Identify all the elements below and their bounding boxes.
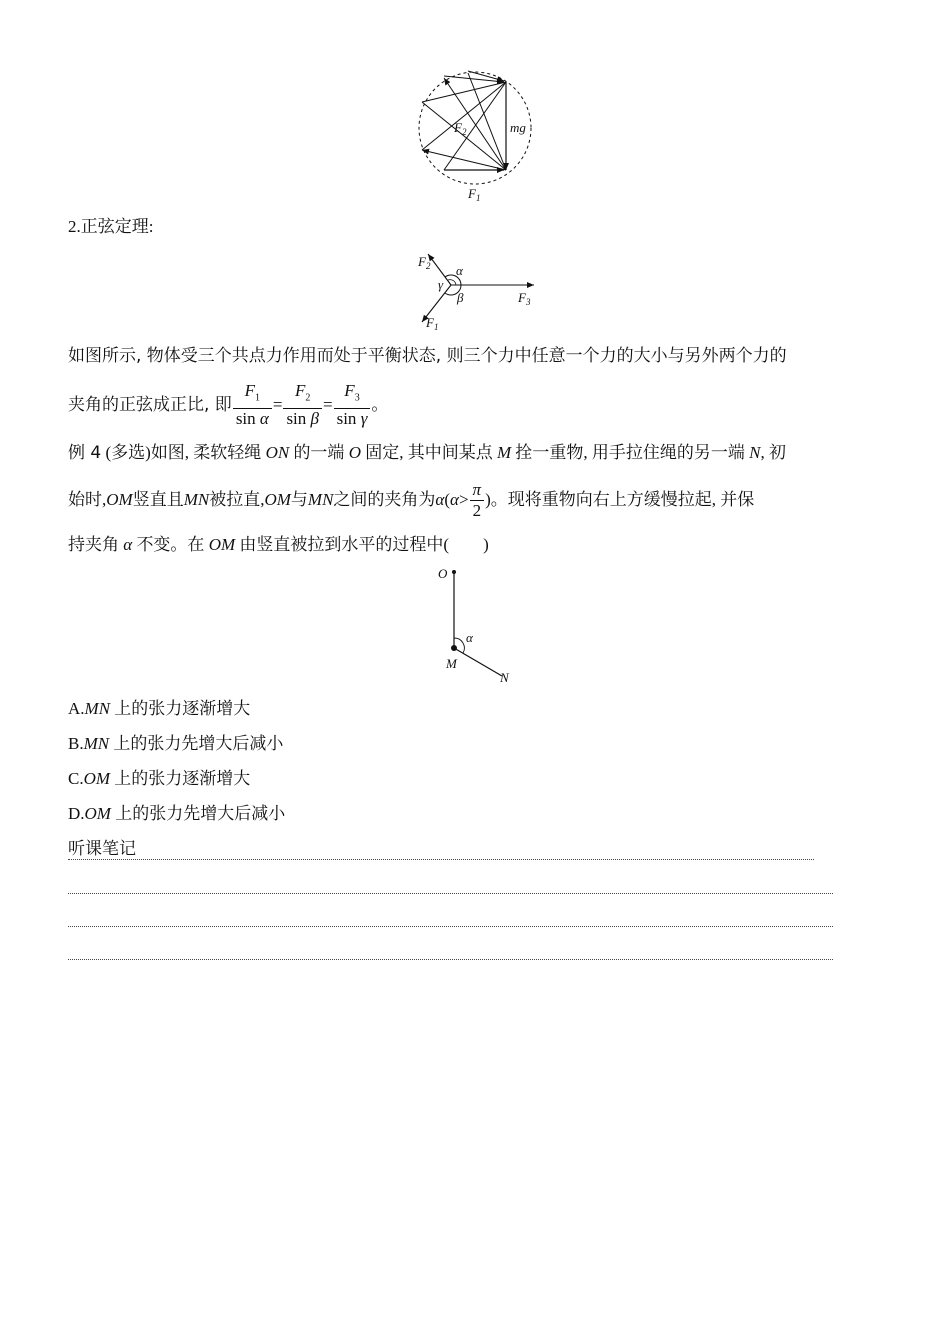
sine-rule-prefix: 夹角的正弦成正比, 即 [68, 395, 232, 415]
equals-2: = [323, 395, 333, 414]
example-line1: 例 4 (多选)如图, 柔软轻绳 ON 的一端 O 固定, 其中间某点 M 拴一重物, 用手拉住绳的另一端 N, 初 [68, 443, 786, 463]
fraction-f1: $\frac{F_1}{\text{sin α}}$ [233, 381, 272, 429]
rope-figure [430, 562, 530, 688]
label-f1: $F_1$ [468, 186, 481, 203]
label-f3-fig2: $F_3$ [518, 290, 531, 307]
notes-heading: 听课笔记 [68, 839, 136, 859]
fraction-f2: $\frac{F_2}{\text{sin β}}$ [283, 381, 322, 429]
sine-rule-paragraph-line1: 如图所示, 物体受三个共点力作用而处于平衡状态, 则三个力中任意一个力的大小与另外两个力的 [68, 346, 787, 366]
option-c[interactable]: C.OM 上的张力逐渐增大 [68, 769, 251, 788]
notes-line-3[interactable] [68, 926, 833, 927]
example-line2: 始时, OM 竖直且 MN 被拉直, OM 与 MN 之间的夹角为 α ( α > $\frac{\pi}{2}$ ) 。现将重物向右上方缓慢拉起, 并保 [68, 479, 755, 520]
option-a[interactable]: A.MN 上的张力逐渐增大 [68, 699, 251, 718]
notes-line-1[interactable] [68, 859, 814, 860]
equals-1: = [272, 395, 283, 414]
three-forces-figure [408, 246, 548, 334]
option-d[interactable]: D.OM 上的张力先增大后减小 [68, 804, 286, 823]
section-heading: 2.正弦定理: [68, 217, 154, 236]
label-alpha-fig3: α [466, 630, 473, 645]
label-M: M [446, 656, 457, 671]
label-alpha-fig2: α [456, 263, 463, 278]
label-f2: $F_2$ [454, 120, 467, 137]
label-N: N [500, 670, 509, 685]
label-gamma-fig2: γ [438, 277, 444, 292]
example-label: 例 4 [68, 443, 102, 463]
fraction-f3: $\frac{F_3}{\text{sin γ}}$ [334, 381, 371, 429]
notes-line-4[interactable] [68, 959, 833, 960]
example-line3: 持夹角 α 不变。在 OM 由竖直被拉到水平的过程中( ) [68, 535, 489, 554]
sine-rule-paragraph-line2 [68, 380, 388, 430]
fraction-pi-over-2: $\frac{\pi}{2}$ [470, 480, 485, 521]
option-b[interactable]: B.MN 上的张力先增大后减小 [68, 734, 284, 753]
notes-line-2[interactable] [68, 893, 833, 894]
label-O: O [438, 566, 448, 581]
label-mg: mg [510, 120, 526, 135]
label-f2-fig2: $F_2$ [418, 254, 431, 271]
label-beta-fig2: β [457, 290, 464, 305]
label-f1-fig2: $F_1$ [426, 315, 439, 332]
force-circle-figure [408, 62, 538, 208]
example-tag: (多选) [105, 443, 151, 462]
period: 。 [371, 395, 389, 414]
